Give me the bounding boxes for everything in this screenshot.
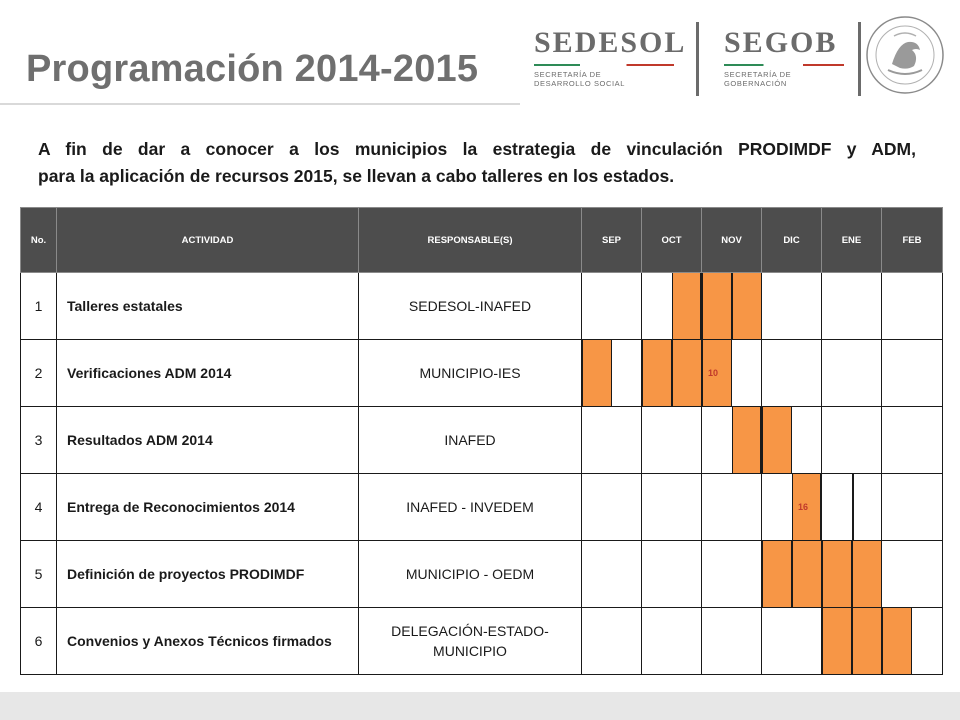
logo-separator: [696, 22, 699, 96]
date-marker: 10: [708, 368, 719, 378]
row-responsible: MUNICIPIO-IES: [359, 340, 582, 407]
gantt-bar: [852, 541, 882, 607]
cell-feb: [882, 474, 943, 541]
cell-nov: [702, 541, 762, 608]
schedule-table: [20, 207, 943, 675]
footer-band: [0, 692, 960, 720]
row-activity: Entrega de Reconocimientos 2014: [57, 474, 359, 541]
col-header-feb: FEB: [882, 208, 943, 273]
cell-feb: [882, 340, 943, 407]
segob-logo-sub2: GOBERNACIÓN: [724, 79, 787, 88]
col-header-sep: SEP: [582, 208, 642, 273]
cell-oct: [642, 407, 702, 474]
cell-dic: [762, 407, 822, 474]
title-underline: [0, 103, 520, 105]
gantt-bar: [822, 541, 852, 607]
cell-sep: [582, 273, 642, 340]
cell-nov: [702, 608, 762, 675]
cell-feb: [882, 273, 943, 340]
cell-dic: [762, 273, 822, 340]
gantt-bar: [792, 541, 822, 607]
cell-oct: [642, 608, 702, 675]
cell-dic: [762, 608, 822, 675]
cell-nov: [702, 273, 762, 340]
cell-ene: [822, 273, 882, 340]
segob-logo: [724, 28, 854, 88]
cell-ene: [822, 474, 882, 541]
table-row: [21, 608, 943, 675]
cell-ene: [822, 340, 882, 407]
cell-sep: [582, 541, 642, 608]
mexican-seal-icon: [864, 14, 946, 96]
cell-ene: [822, 608, 882, 675]
cell-feb: [882, 541, 943, 608]
cell-oct: [642, 541, 702, 608]
cell-sep: [582, 608, 642, 675]
cell-feb: [882, 608, 943, 675]
row-number: 1: [21, 273, 57, 340]
cell-dic: [762, 340, 822, 407]
col-header-nov: NOV: [702, 208, 762, 273]
row-number: 4: [21, 474, 57, 541]
row-number: 3: [21, 407, 57, 474]
row-activity: Resultados ADM 2014: [57, 407, 359, 474]
cell-dic: [762, 541, 822, 608]
col-header-number: No.: [21, 208, 57, 273]
sedesol-logo: [534, 28, 686, 88]
gantt-bar: [762, 407, 792, 473]
cell-nov: [702, 407, 762, 474]
col-header-responsible: RESPONSABLE(S): [359, 208, 582, 273]
sedesol-logo-sub1: SECRETARÍA DE: [534, 70, 602, 79]
intro-line-1: A fin de dar a conocer a los municipios la estrategia de vinculación PRODIMDF y ADM,: [38, 139, 916, 159]
row-number: 6: [21, 608, 57, 675]
cell-sep: [582, 474, 642, 541]
table-row: [21, 474, 943, 541]
header-logos: [506, 8, 946, 98]
intro-paragraph: [38, 136, 916, 190]
row-responsible: INAFED - INVEDEM: [359, 474, 582, 541]
col-header-oct: OCT: [642, 208, 702, 273]
sedesol-logo-sub2: DESARROLLO SOCIAL: [534, 79, 626, 88]
cell-ene: [822, 407, 882, 474]
gantt-bar: [762, 541, 792, 607]
gantt-bar: [852, 608, 882, 674]
row-responsible: INAFED: [359, 407, 582, 474]
cell-sep: [582, 407, 642, 474]
segob-logo-sub1: SECRETARÍA DE: [724, 70, 792, 79]
cell-nov: [702, 474, 762, 541]
gantt-bar: [732, 273, 762, 339]
row-number: 5: [21, 541, 57, 608]
gantt-bar: [582, 340, 612, 406]
col-header-dic: DIC: [762, 208, 822, 273]
gantt-bar: [672, 273, 701, 339]
gantt-bar: [822, 608, 852, 674]
page-title: Programación 2014-2015: [26, 48, 479, 90]
sedesol-flag-rule: [534, 64, 674, 66]
row-responsible: SEDESOL-INAFED: [359, 273, 582, 340]
row-activity: Convenios y Anexos Técnicos firmados: [57, 608, 359, 675]
row-responsible: DELEGACIÓN-ESTADO-MUNICIPIO: [359, 608, 582, 675]
gantt-bar: [732, 407, 761, 473]
cell-feb: [882, 407, 943, 474]
date-marker: 16: [798, 502, 809, 512]
row-responsible: MUNICIPIO - OEDM: [359, 541, 582, 608]
cell-oct: [642, 340, 702, 407]
cell-dic: [762, 474, 822, 541]
row-activity: Definición de proyectos PRODIMDF: [57, 541, 359, 608]
table-row: [21, 273, 943, 340]
col-header-ene: ENE: [822, 208, 882, 273]
sedesol-logo-name: SEDESOL: [534, 26, 687, 59]
table-row: [21, 407, 943, 474]
row-number: 2: [21, 340, 57, 407]
segob-logo-name: SEGOB: [724, 26, 838, 59]
cell-sep: [582, 340, 642, 407]
cell-oct: [642, 273, 702, 340]
row-activity: Verificaciones ADM 2014: [57, 340, 359, 407]
col-header-activity: ACTIVIDAD: [57, 208, 359, 273]
gantt-bar: [672, 340, 702, 406]
gantt-divider: [852, 474, 854, 540]
intro-line-2: para la aplicación de recursos 2015, se llevan a cabo talleres en los estados.: [38, 166, 675, 186]
table-row: [21, 340, 943, 407]
table-header-row: [21, 208, 943, 273]
gantt-bar: [702, 273, 732, 339]
segob-flag-rule: [724, 64, 844, 66]
cell-ene: [822, 541, 882, 608]
gantt-bar: [882, 608, 912, 674]
gantt-bar: [642, 340, 672, 406]
cell-oct: [642, 474, 702, 541]
row-activity: Talleres estatales: [57, 273, 359, 340]
logo-separator: [858, 22, 861, 96]
cell-nov: [702, 340, 762, 407]
table-row: [21, 541, 943, 608]
